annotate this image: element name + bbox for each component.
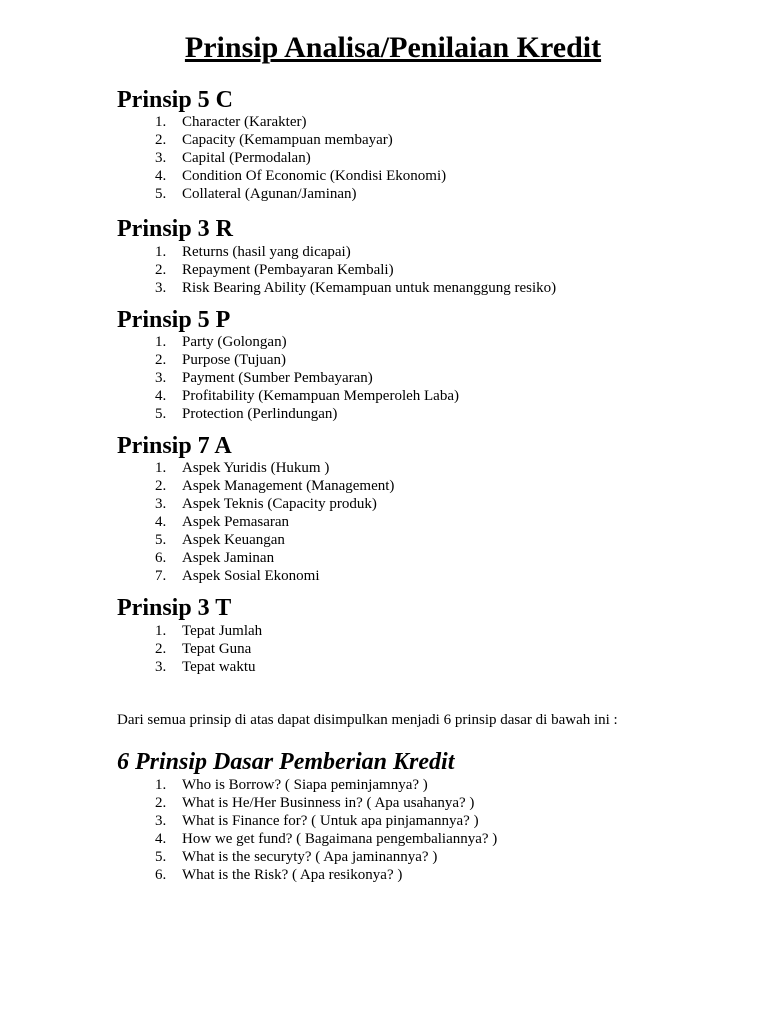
list-number: 1. (155, 777, 167, 793)
list-text: How we get fund? ( Bagaimana pengembaliannya? ) (182, 831, 498, 847)
list-text: Repayment (Pembayaran Kembali) (182, 262, 394, 278)
section-heading-3r: Prinsip 3 R (117, 216, 234, 242)
list-text: Payment (Sumber Pembayaran) (182, 370, 373, 386)
section-heading-7a: Prinsip 7 A (117, 433, 232, 459)
list-number: 4. (155, 388, 167, 404)
list-text: Capital (Permodalan) (182, 150, 311, 166)
list-number: 4. (155, 168, 167, 184)
list-number: 3. (155, 813, 167, 829)
list-number: 4. (155, 514, 167, 530)
list-text: Aspek Management (Management) (182, 478, 395, 494)
list-number: 6. (155, 867, 167, 883)
list-number: 1. (155, 114, 167, 130)
list-number: 1. (155, 244, 167, 260)
list-text: Condition Of Economic (Kondisi Ekonomi) (182, 168, 447, 184)
document-title: Prinsip Analisa/Penilaian Kredit (184, 31, 602, 64)
list-text: What is He/Her Businness in? ( Apa usahanya? ) (182, 795, 475, 811)
list-text: What is the Risk? ( Apa resikonya? ) (182, 867, 403, 883)
list-text: Protection (Perlindungan) (182, 406, 338, 422)
list-number: 3. (155, 150, 167, 166)
list-text: Aspek Jaminan (182, 550, 275, 566)
section-heading-6-prinsip-dasar: 6 Prinsip Dasar Pemberian Kredit (117, 749, 455, 775)
list-number: 1. (155, 334, 167, 350)
list-text: Collateral (Agunan/Jaminan) (182, 186, 357, 202)
list-number: 3. (155, 496, 167, 512)
list-number: 2. (155, 478, 167, 494)
list-text: Profitability (Kemampuan Memperoleh Laba) (182, 388, 459, 404)
section-heading-3t: Prinsip 3 T (117, 595, 232, 621)
list-text: Returns (hasil yang dicapai) (182, 244, 351, 260)
list-text: Capacity (Kemampuan membayar) (182, 132, 393, 148)
list-text: Tepat Guna (182, 641, 252, 657)
list-text: Who is Borrow? ( Siapa peminjamnya? ) (182, 777, 428, 793)
list-number: 2. (155, 262, 167, 278)
list-text: What is Finance for? ( Untuk apa pinjamannya? ) (182, 813, 479, 829)
list-number: 5. (155, 186, 167, 202)
list-number: 3. (155, 659, 167, 675)
list-text: Aspek Yuridis (Hukum ) (182, 460, 330, 476)
list-number: 5. (155, 849, 167, 865)
list-number: 1. (155, 623, 167, 639)
list-text: Tepat waktu (182, 659, 256, 675)
list-number: 6. (155, 550, 167, 566)
list-number: 5. (155, 532, 167, 548)
section-heading-5p: Prinsip 5 P (117, 307, 231, 333)
list-text: Aspek Sosial Ekonomi (182, 568, 320, 584)
list-text: Aspek Pemasaran (182, 514, 290, 530)
list-text: What is the securyty? ( Apa jaminannya? ) (182, 849, 438, 865)
list-text: Risk Bearing Ability (Kemampuan untuk menanggung resiko) (182, 280, 557, 296)
list-text: Character (Karakter) (182, 114, 307, 130)
list-text: Aspek Teknis (Capacity produk) (182, 496, 377, 512)
list-number: 2. (155, 352, 167, 368)
list-number: 2. (155, 641, 167, 657)
list-number: 7. (155, 568, 167, 584)
list-number: 1. (155, 460, 167, 476)
list-number: 4. (155, 831, 167, 847)
section-heading-5c: Prinsip 5 C (117, 87, 234, 113)
list-number: 3. (155, 280, 167, 296)
list-text: Purpose (Tujuan) (182, 352, 287, 368)
list-number: 5. (155, 406, 167, 422)
list-number: 2. (155, 795, 167, 811)
summary-paragraph: Dari semua prinsip di atas dapat disimpulkan menjadi 6 prinsip dasar di bawah ini : (117, 712, 618, 728)
list-number: 2. (155, 132, 167, 148)
list-text: Aspek Keuangan (182, 532, 285, 548)
list-text: Tepat Jumlah (182, 623, 263, 639)
list-number: 3. (155, 370, 167, 386)
list-text: Party (Golongan) (182, 334, 287, 350)
